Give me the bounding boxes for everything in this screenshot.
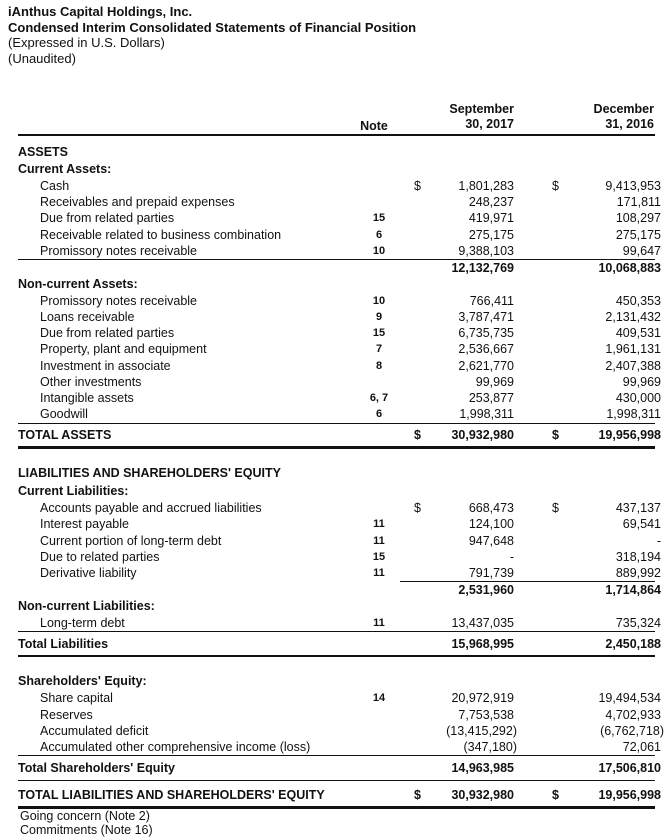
- value-sep2017: -: [509, 550, 514, 564]
- row-label: Due from related parties: [40, 326, 175, 340]
- value-sep2017: 3,787,471: [458, 310, 514, 324]
- total-liabilities-top-rule: [18, 631, 655, 632]
- subtotal-dec2016: 10,068,883: [598, 261, 661, 275]
- total-assets-bottom-rule: [18, 446, 655, 449]
- total-liabilities-bottom-rule: [18, 655, 655, 657]
- row-label: Property, plant and equipment: [40, 342, 207, 356]
- grand-total-row: [18, 787, 663, 803]
- value-sep2017: 1,801,283: [458, 179, 514, 193]
- row-label: Promissory notes receivable: [40, 294, 198, 308]
- grand-total-top-rule: [18, 780, 655, 781]
- noncurrent-liabilities-heading: Non-current Liabilities:: [18, 599, 155, 613]
- noncurrent-liabilities-heading-row: [18, 598, 663, 614]
- header-rule: [18, 134, 655, 136]
- note-ref: 11: [373, 567, 385, 579]
- row-label: Other investments: [40, 375, 142, 389]
- currency-symbol: $: [414, 501, 421, 515]
- equity-heading-row: [18, 673, 663, 689]
- value-sep2017: 248,237: [468, 195, 514, 209]
- value-sep2017: 766,411: [469, 294, 514, 308]
- currency-symbol: $: [552, 428, 559, 442]
- noncurrent-assets-heading-row: [18, 276, 663, 292]
- grand-total-label: TOTAL LIABILITIES AND SHAREHOLDERS' EQUITY: [18, 788, 325, 802]
- value-sep2017: 9,388,103: [458, 244, 514, 258]
- value-sep2017: (13,415,292): [446, 724, 517, 738]
- current-assets-heading-row: [18, 161, 663, 177]
- value-dec2016: 108,297: [615, 211, 661, 225]
- total-equity-sep2017: 14,963,985: [451, 761, 514, 775]
- row-label: Intangible assets: [40, 391, 134, 405]
- note-ref: 9: [375, 311, 383, 323]
- table-row: [18, 615, 663, 631]
- total-liabilities-dec2016: 2,450,188: [605, 637, 661, 651]
- total-liabilities-label: Total Liabilities: [18, 637, 109, 651]
- note-ref: 15: [372, 327, 386, 339]
- table-row: [18, 500, 663, 516]
- total-equity-dec2016: 17,506,810: [598, 761, 661, 775]
- value-sep2017: 13,437,035: [451, 616, 514, 630]
- value-dec2016: -: [656, 534, 661, 548]
- table-row: [18, 210, 663, 226]
- statement-header: [8, 4, 416, 66]
- value-dec2016: 99,647: [622, 244, 661, 258]
- row-label: Interest payable: [40, 517, 129, 531]
- value-sep2017: 99,969: [475, 375, 514, 389]
- table-row: [18, 533, 663, 549]
- row-label: Accounts payable and accrued liabilities: [40, 501, 262, 515]
- note-column-header: Note: [360, 119, 388, 133]
- table-row: [18, 243, 663, 259]
- table-row: [18, 390, 663, 406]
- value-dec2016: 2,131,432: [605, 310, 661, 324]
- note-ref: 8: [375, 360, 383, 372]
- note-ref: 14: [372, 692, 386, 704]
- table-row: [18, 707, 663, 723]
- currency-symbol: $: [414, 788, 421, 802]
- value-dec2016: 1,961,131: [605, 342, 661, 356]
- row-label: Loans receivable: [40, 310, 135, 324]
- total-liabilities-row: [18, 636, 663, 652]
- note-ref: 6: [375, 229, 383, 241]
- value-sep2017: 2,621,770: [458, 359, 514, 373]
- table-row: [18, 309, 663, 325]
- note-ref: 15: [372, 551, 386, 563]
- row-label: Goodwill: [40, 407, 88, 421]
- note-ref: 7: [375, 343, 383, 355]
- row-label: Investment in associate: [40, 359, 171, 373]
- table-row: [18, 178, 663, 194]
- row-label: Receivables and prepaid expenses: [40, 195, 235, 209]
- currency-symbol: $: [552, 501, 559, 515]
- note-ref: 6: [375, 408, 383, 420]
- current-liabilities-heading: Current Liabilities:: [18, 484, 129, 498]
- total-assets-label: TOTAL ASSETS: [18, 428, 112, 442]
- total-liabilities-sep2017: 15,968,995: [451, 637, 514, 651]
- period2-header-line1: December: [593, 102, 654, 116]
- table-row: [18, 690, 663, 706]
- assets-heading-row: [18, 144, 663, 160]
- note-ref: 6, 7: [369, 392, 389, 404]
- value-sep2017: 20,972,919: [451, 691, 514, 705]
- row-label: Reserves: [40, 708, 93, 722]
- currency-note: (Expressed in U.S. Dollars): [8, 35, 165, 50]
- row-label: Accumulated deficit: [40, 724, 149, 738]
- statement-title: Condensed Interim Consolidated Statements of Financial Position: [8, 19, 417, 35]
- total-equity-row: [18, 760, 663, 776]
- value-sep2017: 947,648: [468, 534, 514, 548]
- value-dec2016: 1,998,311: [606, 407, 661, 421]
- value-sep2017: 275,175: [468, 228, 514, 242]
- value-sep2017: (347,180): [463, 740, 517, 754]
- value-dec2016: 171,811: [616, 195, 661, 209]
- value-dec2016: (6,762,718): [600, 724, 664, 738]
- period2-header-line2: 31, 2016: [605, 117, 654, 131]
- table-row: [18, 739, 663, 755]
- grand-total-dec2016: 19,956,998: [598, 788, 661, 802]
- value-dec2016: 409,531: [615, 326, 661, 340]
- table-row: [18, 516, 663, 532]
- value-dec2016: 99,969: [622, 375, 661, 389]
- total-assets-top-rule: [18, 423, 655, 424]
- value-dec2016: 72,061: [622, 740, 661, 754]
- currency-symbol: $: [414, 179, 421, 193]
- value-dec2016: 735,324: [615, 616, 661, 630]
- total-assets-sep2017: 30,932,980: [451, 428, 514, 442]
- subtotal-sep2017: 12,132,769: [451, 261, 514, 275]
- table-row: [18, 723, 663, 739]
- row-label: Promissory notes receivable: [40, 244, 198, 258]
- value-sep2017: 668,473: [468, 501, 514, 515]
- note-ref: 10: [372, 295, 386, 307]
- row-label: Cash: [40, 179, 70, 193]
- value-dec2016: 4,702,933: [605, 708, 661, 722]
- value-dec2016: 450,353: [615, 294, 661, 308]
- row-label: Current portion of long-term debt: [40, 534, 222, 548]
- value-sep2017: 1,998,311: [459, 407, 514, 421]
- row-label: Long-term debt: [40, 616, 125, 630]
- current-assets-heading: Current Assets:: [18, 162, 112, 176]
- current-liabilities-subtotal-row: [18, 582, 663, 598]
- assets-heading: ASSETS: [18, 145, 69, 159]
- row-label: Due from related parties: [40, 211, 175, 225]
- table-row: [18, 374, 663, 390]
- currency-symbol: $: [414, 428, 421, 442]
- table-row: [18, 358, 663, 374]
- value-sep2017: 7,753,538: [458, 708, 514, 722]
- row-label: Share capital: [40, 691, 113, 705]
- subtotal-sep2017: 2,531,960: [458, 583, 514, 597]
- current-assets-subtotal-row: [18, 260, 663, 276]
- value-dec2016: 19,494,534: [598, 691, 661, 705]
- equity-subtotal-rule: [18, 755, 655, 756]
- noncurrent-assets-heading: Non-current Assets:: [18, 277, 138, 291]
- total-equity-label: Total Shareholders' Equity: [18, 761, 175, 775]
- value-sep2017: 419,971: [468, 211, 514, 225]
- value-dec2016: 437,137: [615, 501, 661, 515]
- table-row: [18, 325, 663, 341]
- value-sep2017: 253,877: [468, 391, 514, 405]
- total-assets-dec2016: 19,956,998: [598, 428, 661, 442]
- row-label: Receivable related to business combination: [40, 228, 282, 242]
- table-row: [18, 406, 663, 422]
- value-sep2017: 791,739: [468, 566, 514, 580]
- period1-header-line2: 30, 2017: [465, 117, 514, 131]
- value-sep2017: 2,536,667: [458, 342, 514, 356]
- value-dec2016: 2,407,388: [605, 359, 661, 373]
- table-row: [18, 227, 663, 243]
- note-ref: 11: [373, 535, 385, 547]
- currency-symbol: $: [552, 788, 559, 802]
- table-row: [18, 565, 663, 581]
- note-ref: 11: [373, 617, 385, 629]
- note-ref: 15: [372, 212, 386, 224]
- period1-header-line1: September: [449, 102, 514, 116]
- liabilities-heading-row: [18, 465, 663, 481]
- value-sep2017: 124,100: [468, 517, 514, 531]
- table-row: [18, 549, 663, 565]
- table-row: [18, 194, 663, 210]
- value-dec2016: 275,175: [615, 228, 661, 242]
- audit-status: (Unaudited): [8, 50, 76, 66]
- total-assets-row: [18, 427, 663, 443]
- table-row: [18, 293, 663, 309]
- value-dec2016: 9,413,953: [605, 179, 661, 193]
- value-sep2017: 6,735,735: [458, 326, 514, 340]
- grand-total-sep2017: 30,932,980: [451, 788, 514, 802]
- value-dec2016: 889,992: [615, 566, 661, 580]
- footnote-going-concern: Going concern (Note 2): [20, 809, 150, 823]
- note-ref: 11: [373, 518, 385, 530]
- current-liabilities-heading-row: [18, 483, 663, 499]
- liabilities-heading: LIABILITIES AND SHAREHOLDERS' EQUITY: [18, 466, 281, 480]
- row-label: Accumulated other comprehensive income (loss): [40, 740, 311, 754]
- value-dec2016: 318,194: [615, 550, 661, 564]
- row-label: Derivative liability: [40, 566, 137, 580]
- currency-symbol: $: [552, 179, 559, 193]
- value-dec2016: 69,541: [622, 517, 661, 531]
- row-label: Due to related parties: [40, 550, 160, 564]
- value-dec2016: 430,000: [615, 391, 661, 405]
- equity-heading: Shareholders' Equity:: [18, 674, 147, 688]
- company-name: iAnthus Capital Holdings, Inc.: [8, 4, 193, 19]
- table-row: [18, 341, 663, 357]
- note-ref: 10: [372, 245, 386, 257]
- subtotal-dec2016: 1,714,864: [605, 583, 661, 597]
- footnote-commitments: Commitments (Note 16): [20, 823, 153, 837]
